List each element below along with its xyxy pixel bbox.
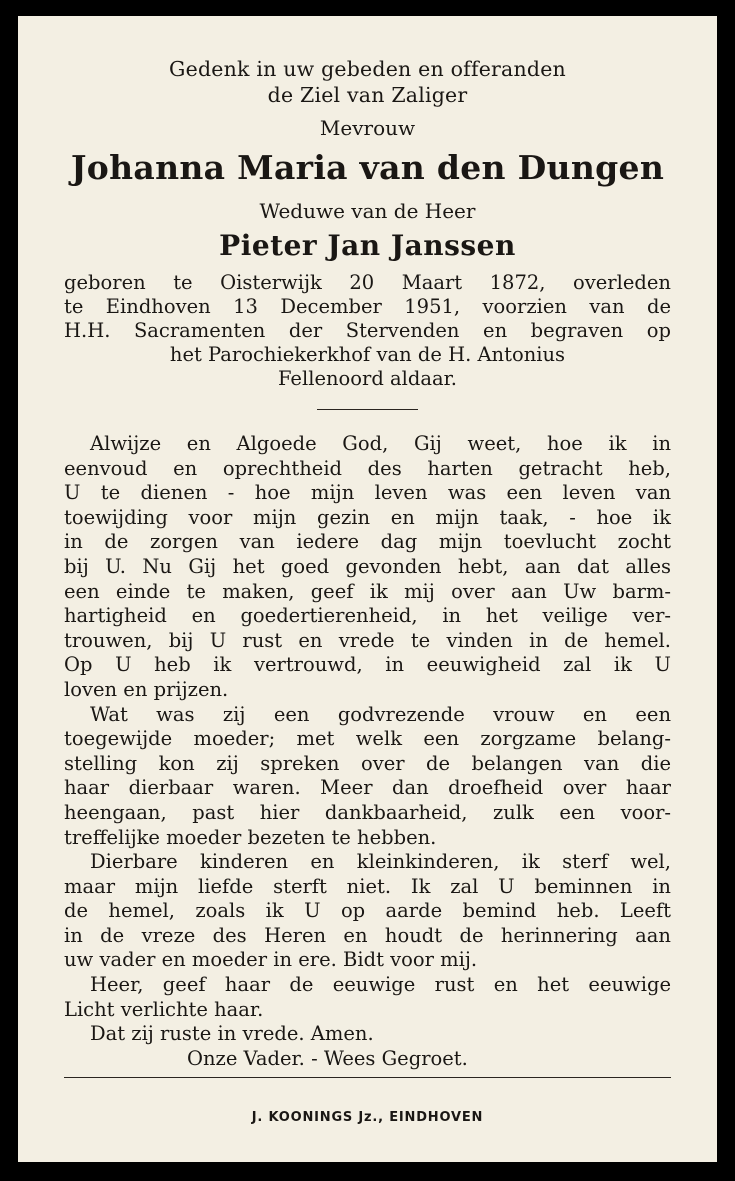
prayer-line: maar mijn liefde sterft niet. Ik zal U beminnen in (64, 874, 671, 898)
prayer-line: U te dienen - hoe mijn leven was een leven van (64, 481, 671, 505)
prayer-line: in de zorgen van iedere dag mijn toevlucht zocht (64, 530, 671, 554)
deceased-name: Johanna Maria van den Dungen (70, 148, 665, 187)
prayer-line: Wat was zij een godvrezende vrouw en een (90, 702, 671, 726)
memorial-card (18, 16, 717, 1162)
honorific-title: Mevrouw (319, 116, 416, 140)
prayer-line: een einde te maken, geef ik mij over aan Uw barm- (64, 579, 671, 603)
prayer-line: Alwijze en Algoede God, Gij weet, hoe ik in (90, 432, 671, 455)
prayer-line: eenvoud en oprechtheid des harten getracht heb, (64, 456, 671, 480)
bio-line: het Parochiekerkhof van de H. Antonius (169, 343, 566, 366)
prayer-text (64, 432, 671, 1071)
prayer-line: stelling kon zij spreken over de belangen van die (64, 751, 671, 775)
remembrance-heading (18, 56, 717, 108)
prayer-line: uw vader en moeder in ere. Bidt voor mij. (64, 948, 478, 972)
prayer-line: toegewijde moeder; met welk een zorgzame belang- (64, 727, 671, 751)
prayer-line: de hemel, zoals ik U op aarde bemind heb. Leeft (64, 899, 671, 923)
prayer-line: Op U heb ik vertrouwd, in eeuwigheid zal ik U (64, 653, 671, 677)
bio-line: Fellenoord aldaar. (277, 367, 458, 390)
relation-line: Weduwe van de Heer (259, 199, 476, 223)
prayer-line: in de vreze des Heren en houdt de herinnering aan (64, 923, 671, 947)
short-divider (317, 409, 418, 410)
printer-imprint: J. KOONINGS Jz., EINDHOVEN (251, 1110, 484, 1125)
prayer-line: Licht verlichte haar. (64, 997, 264, 1021)
bio-line: H.H. Sacramenten der Stervenden en begraven op (64, 319, 671, 342)
prayer-line: toewijding voor mijn gezin en mijn taak, - hoe ik (64, 505, 671, 529)
biography-paragraph (64, 271, 671, 391)
prayer-line: haar dierbaar waren. Meer dan droefheid over haar (64, 776, 671, 800)
prayer-line: hartigheid en goedertierenheid, in het veilige ver- (64, 604, 671, 628)
prayer-line: heengaan, past hier dankbaarheid, zulk een voor- (64, 800, 671, 824)
husband-name: Pieter Jan Janssen (219, 229, 516, 262)
prayer-line: trouwen, bij U rust en vrede te vinden in de hemel. (64, 628, 671, 652)
prayer-line: Dat zij ruste in vrede. Amen. (90, 1022, 374, 1046)
prayer-line: Heer, geef haar de eeuwige rust en het eeuwige (90, 973, 671, 997)
bio-line: geboren te Oisterwijk 20 Maart 1872, overleden (64, 271, 671, 294)
prayer-line: Dierbare kinderen en kleinkinderen, ik sterf wel, (90, 850, 671, 874)
heading-line-2: de Ziel van Zaliger (267, 83, 468, 107)
bio-line: te Eindhoven 13 December 1951, voorzien van de (64, 295, 671, 318)
prayer-line: Onze Vader. - Wees Gegroet. (187, 1046, 468, 1070)
prayer-line: bij U. Nu Gij het goed gevonden hebt, aan dat alles (64, 554, 671, 578)
heading-line-1: Gedenk in uw gebeden en offeranden (169, 57, 566, 81)
bottom-divider (64, 1077, 671, 1078)
prayer-line: treffelijke moeder bezeten te hebben. (64, 825, 437, 849)
prayer-line: loven en prijzen. (64, 677, 229, 701)
